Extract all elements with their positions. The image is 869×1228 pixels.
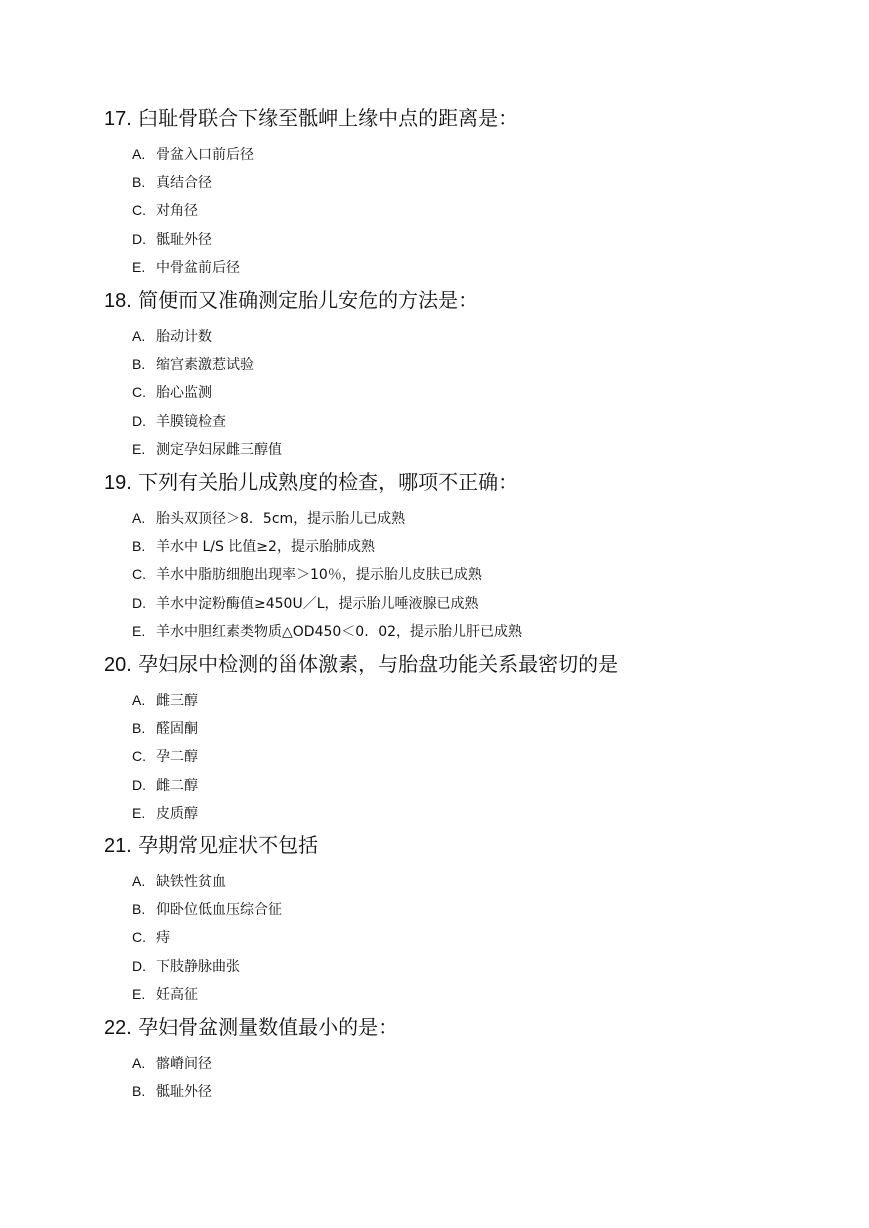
option-letter: A. <box>132 1055 146 1071</box>
option-letter: A. <box>132 328 146 344</box>
question-title <box>104 650 618 679</box>
question-title <box>104 104 518 133</box>
answer-option <box>132 871 226 892</box>
answer-option <box>132 411 226 432</box>
option-letter: E. <box>132 986 146 1002</box>
question-title <box>104 286 478 315</box>
answer-option <box>132 927 170 948</box>
option-letter: D. <box>132 413 146 429</box>
answer-option <box>132 984 198 1005</box>
question-text: 孕妇骨盆测量数值最小的是： <box>138 1015 399 1039</box>
question-text: 孕期常见症状不包括 <box>138 833 319 857</box>
question-number: 22. <box>104 1017 132 1039</box>
option-letter: E. <box>132 623 146 639</box>
option-text: 髂嵴间径 <box>156 1056 212 1072</box>
answer-option <box>132 439 282 460</box>
option-text: 羊水中 L/S 比值≥2，提示胎肺成熟 <box>156 539 375 555</box>
answer-option <box>132 200 198 221</box>
question-number: 21. <box>104 835 132 857</box>
question-number: 18. <box>104 290 132 312</box>
answer-option <box>132 257 240 278</box>
answer-option <box>132 775 198 796</box>
option-text: 下肢静脉曲张 <box>156 959 240 975</box>
question-text: 孕妇尿中检测的甾体激素，与胎盘功能关系最密切的是 <box>138 652 619 676</box>
option-text: 骶耻外径 <box>156 1084 212 1100</box>
answer-option <box>132 229 212 250</box>
option-letter: C. <box>132 384 146 400</box>
answer-option <box>132 1081 212 1102</box>
option-letter: E. <box>132 805 146 821</box>
option-letter: D. <box>132 595 146 611</box>
option-letter: D. <box>132 231 146 247</box>
option-letter: E. <box>132 441 146 457</box>
option-letter: E. <box>132 259 146 275</box>
answer-option <box>132 172 212 193</box>
answer-option <box>132 746 198 767</box>
answer-option <box>132 144 254 165</box>
answer-option <box>132 899 282 920</box>
option-letter: B. <box>132 356 146 372</box>
question-number: 20. <box>104 654 132 676</box>
option-text: 孕二醇 <box>156 749 198 765</box>
answer-option <box>132 354 254 375</box>
question-title <box>104 831 318 860</box>
answer-option <box>132 326 212 347</box>
option-letter: B. <box>132 720 146 736</box>
option-text: 皮质醇 <box>156 806 198 822</box>
option-text: 仰卧位低血压综合征 <box>156 902 282 918</box>
option-letter: C. <box>132 566 146 582</box>
answer-option <box>132 690 198 711</box>
option-letter: B. <box>132 174 146 190</box>
option-text: 对角径 <box>156 203 198 219</box>
option-text: 缩宫素激惹试验 <box>156 357 254 373</box>
option-text: 骶耻外径 <box>156 232 212 248</box>
question-text: 下列有关胎儿成熟度的检查，哪项不正确： <box>138 470 519 494</box>
option-letter: A. <box>132 873 146 889</box>
option-letter: C. <box>132 929 146 945</box>
answer-option <box>132 621 522 642</box>
option-text: 羊水中淀粉酶值≥450U／L，提示胎儿唾液腺已成熟 <box>156 596 479 612</box>
answer-option <box>132 564 482 585</box>
option-text: 胎头双顶径＞8．5cm，提示胎儿已成熟 <box>156 511 406 527</box>
option-text: 胎动计数 <box>156 329 212 345</box>
question-text: 臼耻骨联合下缘至骶岬上缘中点的距离是： <box>138 106 519 130</box>
option-text: 雌三醇 <box>156 693 198 709</box>
option-letter: A. <box>132 510 146 526</box>
answer-option <box>132 1053 212 1074</box>
answer-option <box>132 718 198 739</box>
answer-option <box>132 803 198 824</box>
option-text: 妊高征 <box>156 987 198 1003</box>
option-text: 醛固酮 <box>156 721 198 737</box>
option-letter: B. <box>132 901 146 917</box>
option-text: 痔 <box>156 930 170 946</box>
answer-option <box>132 382 212 403</box>
option-text: 羊水中脂肪细胞出现率＞10％，提示胎儿皮肤已成熟 <box>156 567 482 583</box>
option-letter: C. <box>132 202 146 218</box>
option-text: 骨盆入口前后径 <box>156 147 254 163</box>
question-title <box>104 1013 398 1042</box>
answer-option <box>132 593 479 614</box>
answer-option <box>132 536 375 557</box>
option-text: 缺铁性贫血 <box>156 874 226 890</box>
option-letter: B. <box>132 1083 146 1099</box>
question-number: 17. <box>104 108 132 130</box>
option-letter: A. <box>132 146 146 162</box>
question-title <box>104 468 518 497</box>
option-text: 雌二醇 <box>156 778 198 794</box>
option-letter: D. <box>132 958 146 974</box>
option-letter: C. <box>132 748 146 764</box>
option-text: 胎心监测 <box>156 385 212 401</box>
option-letter: D. <box>132 777 146 793</box>
option-text: 中骨盆前后径 <box>156 260 240 276</box>
question-number: 19. <box>104 472 132 494</box>
option-letter: A. <box>132 692 146 708</box>
answer-option <box>132 956 240 977</box>
option-letter: B. <box>132 538 146 554</box>
option-text: 测定孕妇尿雌三醇值 <box>156 442 282 458</box>
answer-option <box>132 508 405 529</box>
option-text: 羊水中胆红素类物质△OD450＜0．02，提示胎儿肝已成熟 <box>156 624 523 640</box>
option-text: 羊膜镜检查 <box>156 414 226 430</box>
question-text: 简便而又准确测定胎儿安危的方法是： <box>138 288 479 312</box>
option-text: 真结合径 <box>156 175 212 191</box>
